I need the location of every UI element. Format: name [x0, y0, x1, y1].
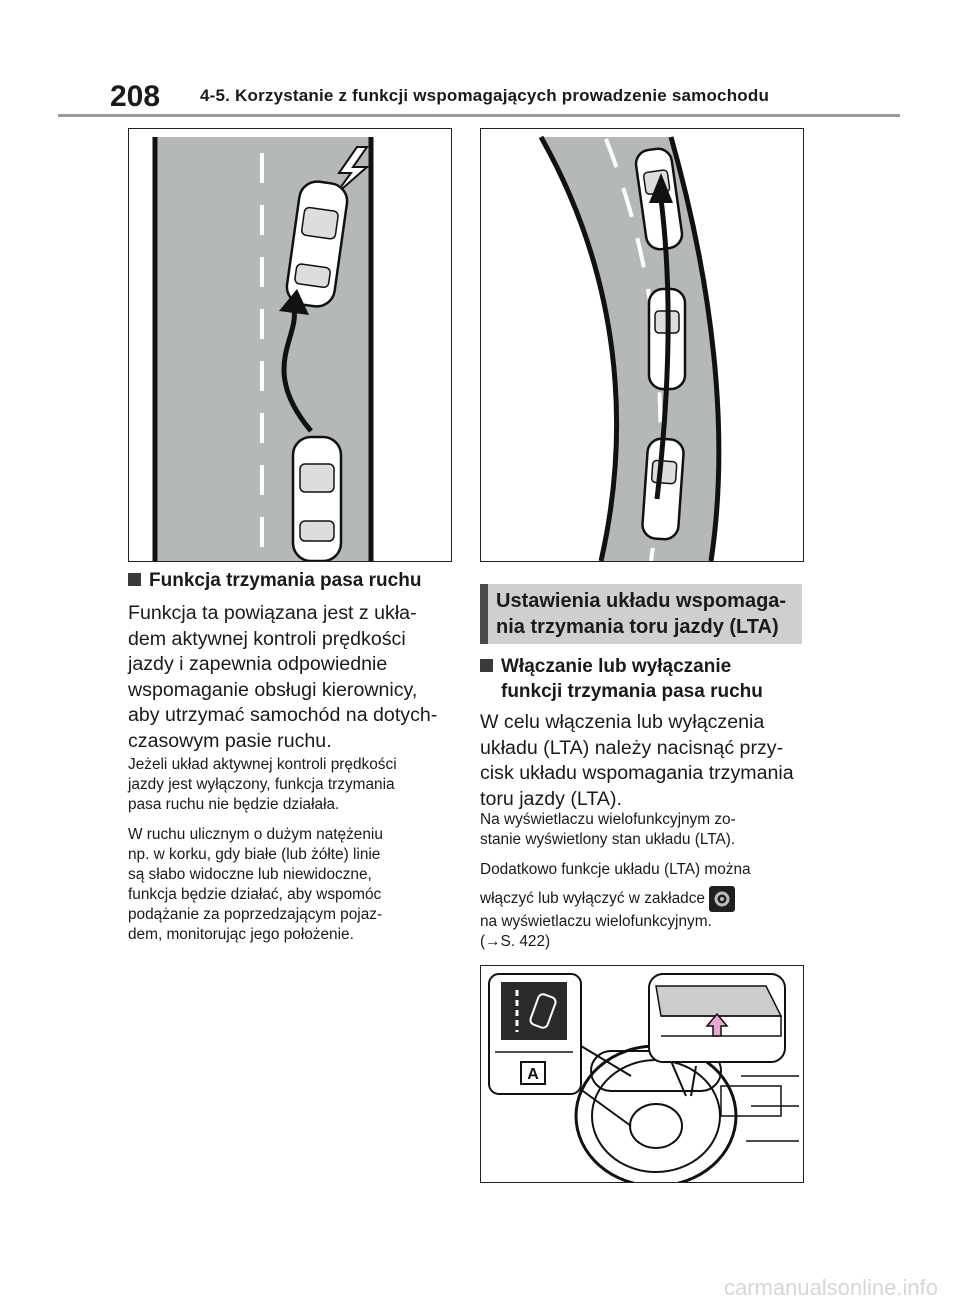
heading-toggle-lta: Włączanie lub wyłączanie funkcji trzymania pasa ruchu [480, 654, 810, 704]
left-note-1: Jeżeli układ aktywnej kontroli prędkości jazdy jest wyłączony, funkcja trzymania pasa ruchu nie będzie działała. [128, 756, 397, 813]
dashboard-illustration [481, 966, 803, 1182]
chapter-title: 4-5. Korzystanie z funkcji wspomagających prowadzenie samochodu [200, 86, 770, 105]
arrow-icon: → [485, 933, 501, 950]
page-number: 208 [110, 80, 161, 113]
lane-departure-illustration [129, 129, 451, 561]
heading-lane-keeping: Funkcja trzymania pasa ruchu [128, 568, 421, 593]
right-body: W celu włączenia lub wyłączenia układu (LTA) należy nacisnąć przy- cisk układu wspomagania trzymania toru jazdy (LTA). [480, 711, 794, 810]
right-note-2: Dodatkowo funkcje układu (LTA) można włączyć lub wyłączyć w zakładce na wyświetlaczu wielofunkcyjnym. (→S. 422) [480, 861, 751, 950]
watermark: carmanualsonline.info [723, 1275, 938, 1300]
left-note-2: W ruchu ulicznym o dużym natężeniu np. w korku, gdy białe (lub żółte) linie są słabo widoczne lub niewidoczne, funkcja będzie działać, aby wspomóc podążanie za poprzedzającym pojaz- dem, monitorując jego położenie. [128, 826, 383, 943]
right-note-1: Na wyświetlaczu wielofunkcyjnym zo- stanie wyświetlony stan układu (LTA). [480, 811, 736, 848]
lane-centering-illustration [481, 129, 803, 561]
gear-icon [709, 886, 735, 912]
figure-lane-departure [128, 128, 452, 562]
left-body: Funkcja ta powiązana jest z ukła- dem aktywnej kontroli prędkości jazdy i zapewnia odpowiednie wspomaganie obsługi kierownicy, aby utrzymać samochód na dotych- czasowym pasie ruchu. [128, 602, 438, 752]
section-title: Ustawienia układu wspomaga- nia trzymania toru jazdy (LTA) [496, 590, 787, 638]
car-lower [293, 437, 341, 561]
figure-curved-road [480, 128, 804, 562]
callout-label: A [527, 1066, 539, 1083]
figure-dashboard [480, 965, 804, 1183]
header-rule [58, 114, 900, 117]
